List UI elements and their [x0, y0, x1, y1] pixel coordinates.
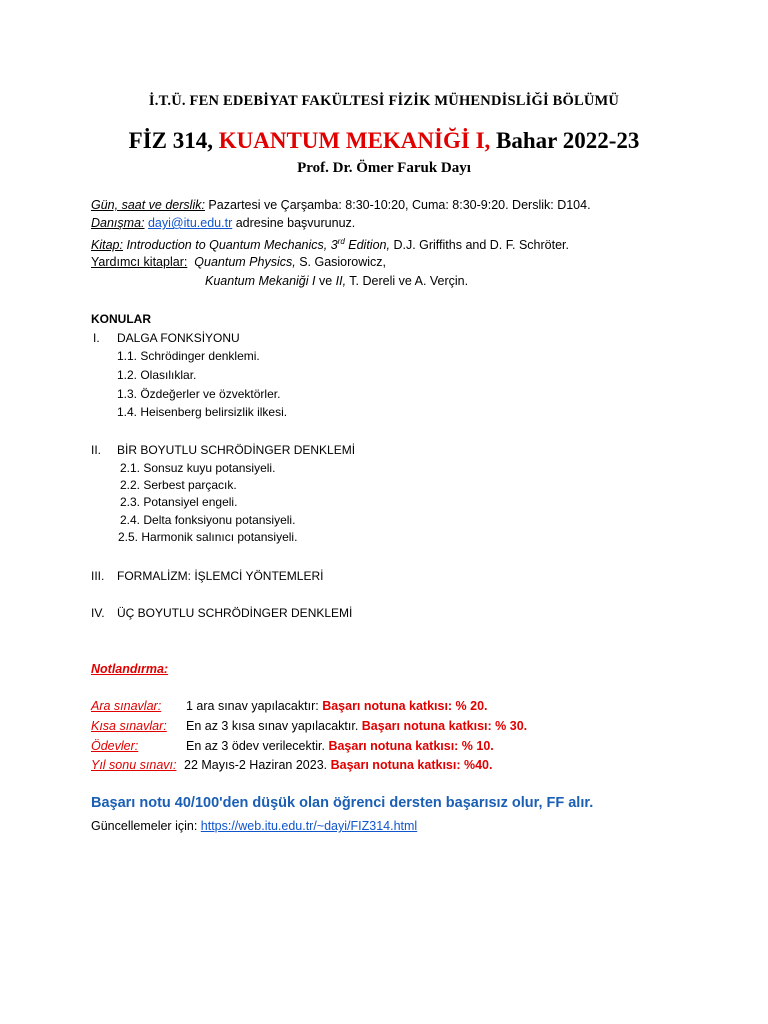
aux-books-line-2: [205, 273, 468, 290]
grading-desc: [186, 699, 488, 713]
grading-desc: [186, 739, 494, 753]
grading-text: 22 Mayıs-2 Haziran 2023.: [184, 758, 331, 772]
contact-label: Danışma:: [91, 216, 145, 230]
aux-book-2-title-b: II,: [335, 274, 347, 288]
grading-row: [91, 739, 691, 753]
aux-book-2-title: Kuantum Mekaniği I: [205, 274, 316, 288]
topic-item: 2.5. Harmonik salınıcı potansiyeli.: [118, 530, 298, 544]
fail-notice: Başarı notu 40/100'den düşük olan öğrenci dersten başarısız olur, FF alır.: [91, 795, 594, 811]
grading-weight: Başarı notuna katkısı: % 30.: [361, 719, 528, 733]
schedule-label: Gün, saat ve derslik:: [91, 198, 205, 212]
section-3-title: FORMALİZM: İŞLEMCİ YÖNTEMLERİ: [117, 569, 324, 583]
aux-book-2-author: T. Dereli ve A. Verçin.: [346, 274, 469, 288]
grading-heading: [91, 662, 168, 676]
professor-name: Prof. Dr. Ömer Faruk Dayı: [297, 160, 471, 176]
book-edition: Edition,: [344, 238, 390, 253]
course-name: KUANTUM MEKANİĞİ I,: [218, 128, 491, 153]
topic-item: 2.3. Potansiyel engeli.: [120, 495, 238, 509]
schedule-value: Pazartesi ve Çarşamba: 8:30-10:20, Cuma: 8:30-9:20. Derslik: D104.: [204, 198, 591, 212]
aux-books-line-1: [91, 254, 386, 271]
topics-heading: KONULAR: [91, 312, 151, 326]
topic-item: 2.2. Serbest parçacık.: [120, 478, 237, 492]
contact-suffix: adresine başvurunuz.: [232, 216, 356, 230]
grading-desc: [186, 719, 527, 733]
section-1-title: DALGA FONKSİYONU: [117, 331, 240, 345]
book-authors: D.J. Griffiths and D. F. Schröter.: [389, 238, 569, 253]
book-line: [91, 233, 569, 254]
topic-item: 2.4. Delta fonksiyonu potansiyeli.: [120, 513, 296, 527]
schedule-line: [91, 197, 591, 214]
grading-row: [91, 719, 691, 733]
aux-book-1-title: Quantum Physics,: [194, 255, 296, 269]
topic-item: 1.2. Olasılıklar.: [117, 368, 197, 382]
course-title: [0, 128, 768, 154]
updates-label: Güncellemeler için:: [91, 819, 201, 833]
grading-heading-label: Notlandırma:: [91, 662, 169, 676]
grading-row: [91, 699, 691, 713]
topic-item: 1.4. Heisenberg belirsizlik ilkesi.: [117, 405, 288, 419]
topic-item: 1.3. Özdeğerler ve özvektörler.: [117, 387, 281, 401]
section-2-title: BİR BOYUTLU SCHRÖDİNGER DENKLEMİ: [117, 443, 356, 457]
contact-email-link[interactable]: dayi@itu.edu.tr: [147, 216, 233, 230]
aux-books-label: Yardımcı kitaplar:: [91, 255, 188, 269]
updates-line: [91, 819, 417, 833]
grading-text: En az 3 ödev verilecektir.: [186, 739, 329, 753]
section-4-title: ÜÇ BOYUTLU SCHRÖDİNGER DENKLEMİ: [117, 606, 353, 620]
updates-link[interactable]: https://web.itu.edu.tr/~dayi/FIZ314.html: [200, 819, 418, 833]
grading-label: Ödevler:: [91, 739, 139, 753]
grading-weight: Başarı notuna katkısı: % 20.: [322, 699, 488, 713]
institution-heading: İ.T.Ü. FEN EDEBİYAT FAKÜLTESİ FİZİK MÜHENDİSLİĞİ BÖLÜMÜ: [148, 93, 620, 109]
grading-weight: Başarı notuna katkısı: %40.: [330, 758, 493, 772]
grading-text: 1 ara sınav yapılacaktır:: [186, 699, 323, 713]
book-label: Kitap:: [91, 238, 123, 253]
grading-label: Ara sınavlar:: [91, 699, 162, 713]
topic-item: 2.1. Sonsuz kuyu potansiyeli.: [120, 461, 276, 475]
section-4-number: IV.: [91, 606, 105, 620]
grading-weight: Başarı notuna katkısı: % 10.: [328, 739, 494, 753]
grading-label: Yıl sonu sınavı:: [91, 758, 177, 772]
grading-label: Kısa sınavlar:: [91, 719, 167, 733]
section-1-number: I.: [93, 331, 100, 345]
course-semester: Bahar 2022-23: [490, 128, 640, 153]
grading-text: En az 3 kısa sınav yapılacaktır.: [186, 719, 362, 733]
aux-book-1-author: S. Gasiorowicz,: [295, 255, 387, 269]
course-code: FİZ 314,: [128, 128, 219, 153]
topic-item: 1.1. Schrödinger denklemi.: [117, 349, 260, 363]
grading-desc: [184, 758, 492, 772]
contact-line: [91, 215, 355, 232]
section-2-number: II.: [91, 443, 102, 457]
section-3-number: III.: [91, 569, 105, 583]
book-title: Introduction to Quantum Mechanics, 3: [122, 238, 338, 253]
book-edition-sup: rd: [337, 237, 345, 246]
aux-book-2-ve: ve: [315, 274, 336, 288]
grading-row: [91, 758, 691, 772]
